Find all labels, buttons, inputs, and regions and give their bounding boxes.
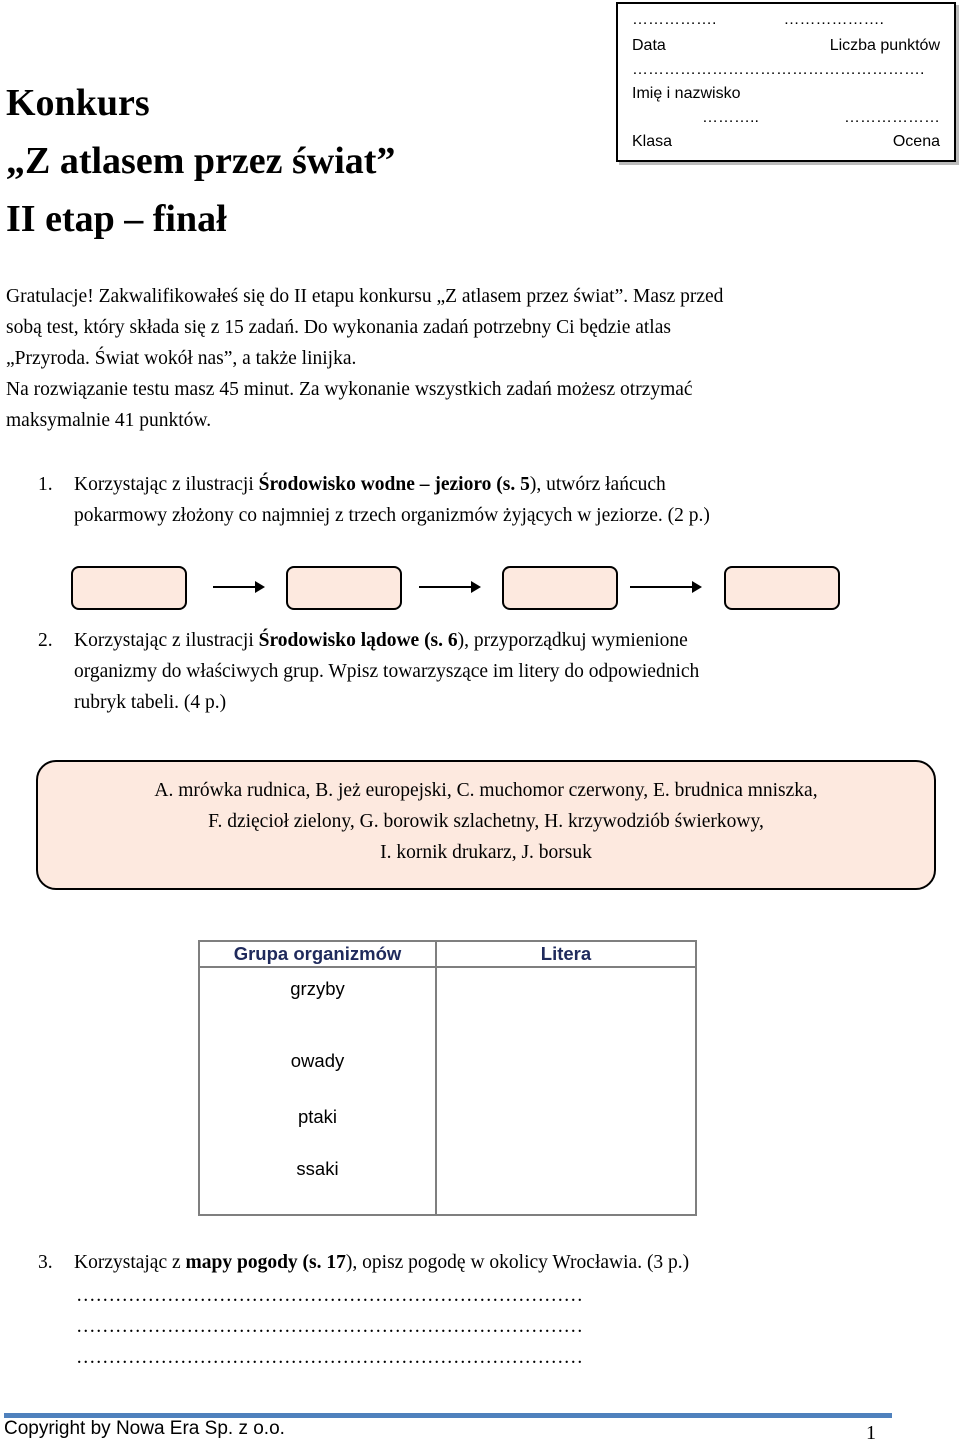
- class-label: Klasa: [632, 133, 673, 150]
- task-text: rubryk tabeli. (4 p.): [74, 692, 227, 713]
- letter-cell[interactable]: [436, 1144, 696, 1215]
- letter-cell[interactable]: [436, 967, 696, 1033]
- task-number: 3.: [38, 1252, 53, 1273]
- task-source: Środowisko wodne – jezioro (s. 5: [258, 474, 530, 495]
- task-source: Środowisko lądowe (s. 6: [258, 630, 458, 651]
- task-3: [38, 1247, 898, 1278]
- name-label: Imię i nazwisko: [632, 85, 741, 102]
- task-text: ), opisz pogodę w okolicy Wrocławia. (3 p.): [345, 1252, 690, 1273]
- answer-line[interactable]: ……………………………………………………………………: [76, 1347, 583, 1368]
- table-row: [199, 1144, 696, 1215]
- task-1: [38, 469, 898, 533]
- answer-line[interactable]: ……………………………………………………………………: [76, 1316, 583, 1337]
- intro-line: Gratulacje! Zakwalifikowałeś się do II etapu konkursu „Z atlasem przez świat”. Masz przed: [6, 286, 724, 307]
- letter-cell[interactable]: [436, 1089, 696, 1144]
- intro-line: sobą test, który składa się z 15 zadań. Do wykonania zadań potrzebny Ci będzie atlas: [6, 317, 671, 338]
- table-header-row: [199, 941, 696, 967]
- task-text: organizmy do właściwych grup. Wpisz towarzyszące im litery do odpowiednich: [74, 661, 700, 682]
- task-text: pokarmowy złożony co najmniej z trzech organizmów żyjących w jeziorze. (2 p.): [74, 505, 710, 526]
- task-text: Korzystając z: [74, 1252, 186, 1273]
- group-cell: ssaki: [199, 1144, 436, 1215]
- copyright-text: Copyright by Nowa Era Sp. z o.o.: [4, 1418, 285, 1439]
- organism-list-box: [36, 760, 936, 890]
- task-text: ), przyporządkuj wymienione: [457, 630, 688, 651]
- food-chain-box-3[interactable]: [502, 566, 618, 610]
- intro-text: [6, 281, 906, 436]
- arrow-right-icon: [630, 586, 700, 588]
- class-field[interactable]: ………..: [702, 109, 759, 126]
- task-2: [38, 625, 898, 719]
- task-text: ), utwórz łańcuch: [529, 474, 666, 495]
- task-text: Korzystając z ilustracji: [74, 474, 259, 495]
- group-cell: ptaki: [199, 1089, 436, 1144]
- intro-line: maksymalnie 41 punktów.: [6, 410, 212, 431]
- column-header-group: Grupa organizmów: [199, 941, 436, 967]
- letter-cell[interactable]: [436, 1033, 696, 1089]
- organism-list-line: F. dzięcioł zielony, G. borowik szlachetny, H. krzywodziób świerkowy,: [208, 811, 764, 832]
- group-cell: grzyby: [199, 967, 436, 1033]
- food-chain-box-4[interactable]: [724, 566, 840, 610]
- intro-line: Na rozwiązanie testu masz 45 minut. Za wykonanie wszystkich zadań możesz otrzymać: [6, 379, 693, 400]
- name-field[interactable]: ……………………………………………….: [632, 61, 925, 78]
- grade-field[interactable]: ………………: [844, 109, 940, 126]
- title-line-1: Konkurs: [6, 82, 150, 124]
- title-line-3: II etap – finał: [6, 198, 227, 240]
- intro-line: „Przyroda. Świat wokół nas”, a także linijka.: [6, 348, 357, 369]
- arrow-right-icon: [419, 586, 479, 588]
- task-source: mapy pogody (s. 17: [185, 1252, 346, 1273]
- page-number: 1: [866, 1422, 876, 1444]
- date-label: Data: [632, 37, 666, 54]
- date-field[interactable]: …………….: [632, 11, 717, 28]
- student-info-box: [616, 2, 956, 162]
- table-row: [199, 967, 696, 1033]
- arrow-right-icon: [213, 586, 263, 588]
- answer-line[interactable]: ……………………………………………………………………: [76, 1285, 583, 1306]
- page-title: [6, 74, 395, 248]
- points-label: Liczba punktów: [829, 37, 940, 54]
- title-line-2: „Z atlasem przez świat”: [6, 140, 396, 182]
- table-row: [199, 1089, 696, 1144]
- organism-group-table: [198, 940, 697, 1216]
- organism-list-line: A. mrówka rudnica, B. jeż europejski, C. muchomor czerwony, E. brudnica mniszka,: [154, 780, 818, 801]
- group-cell: owady: [199, 1033, 436, 1089]
- column-header-letter: Litera: [436, 941, 696, 967]
- food-chain-box-2[interactable]: [286, 566, 402, 610]
- task-number: 1.: [38, 474, 53, 495]
- task-number: 2.: [38, 630, 53, 651]
- task-text: Korzystając z ilustracji: [74, 630, 259, 651]
- organism-list-line: I. kornik drukarz, J. borsuk: [380, 842, 592, 863]
- points-field[interactable]: ……………….: [783, 11, 884, 28]
- grade-label: Ocena: [892, 133, 940, 150]
- food-chain-box-1[interactable]: [71, 566, 187, 610]
- table-row: [199, 1033, 696, 1089]
